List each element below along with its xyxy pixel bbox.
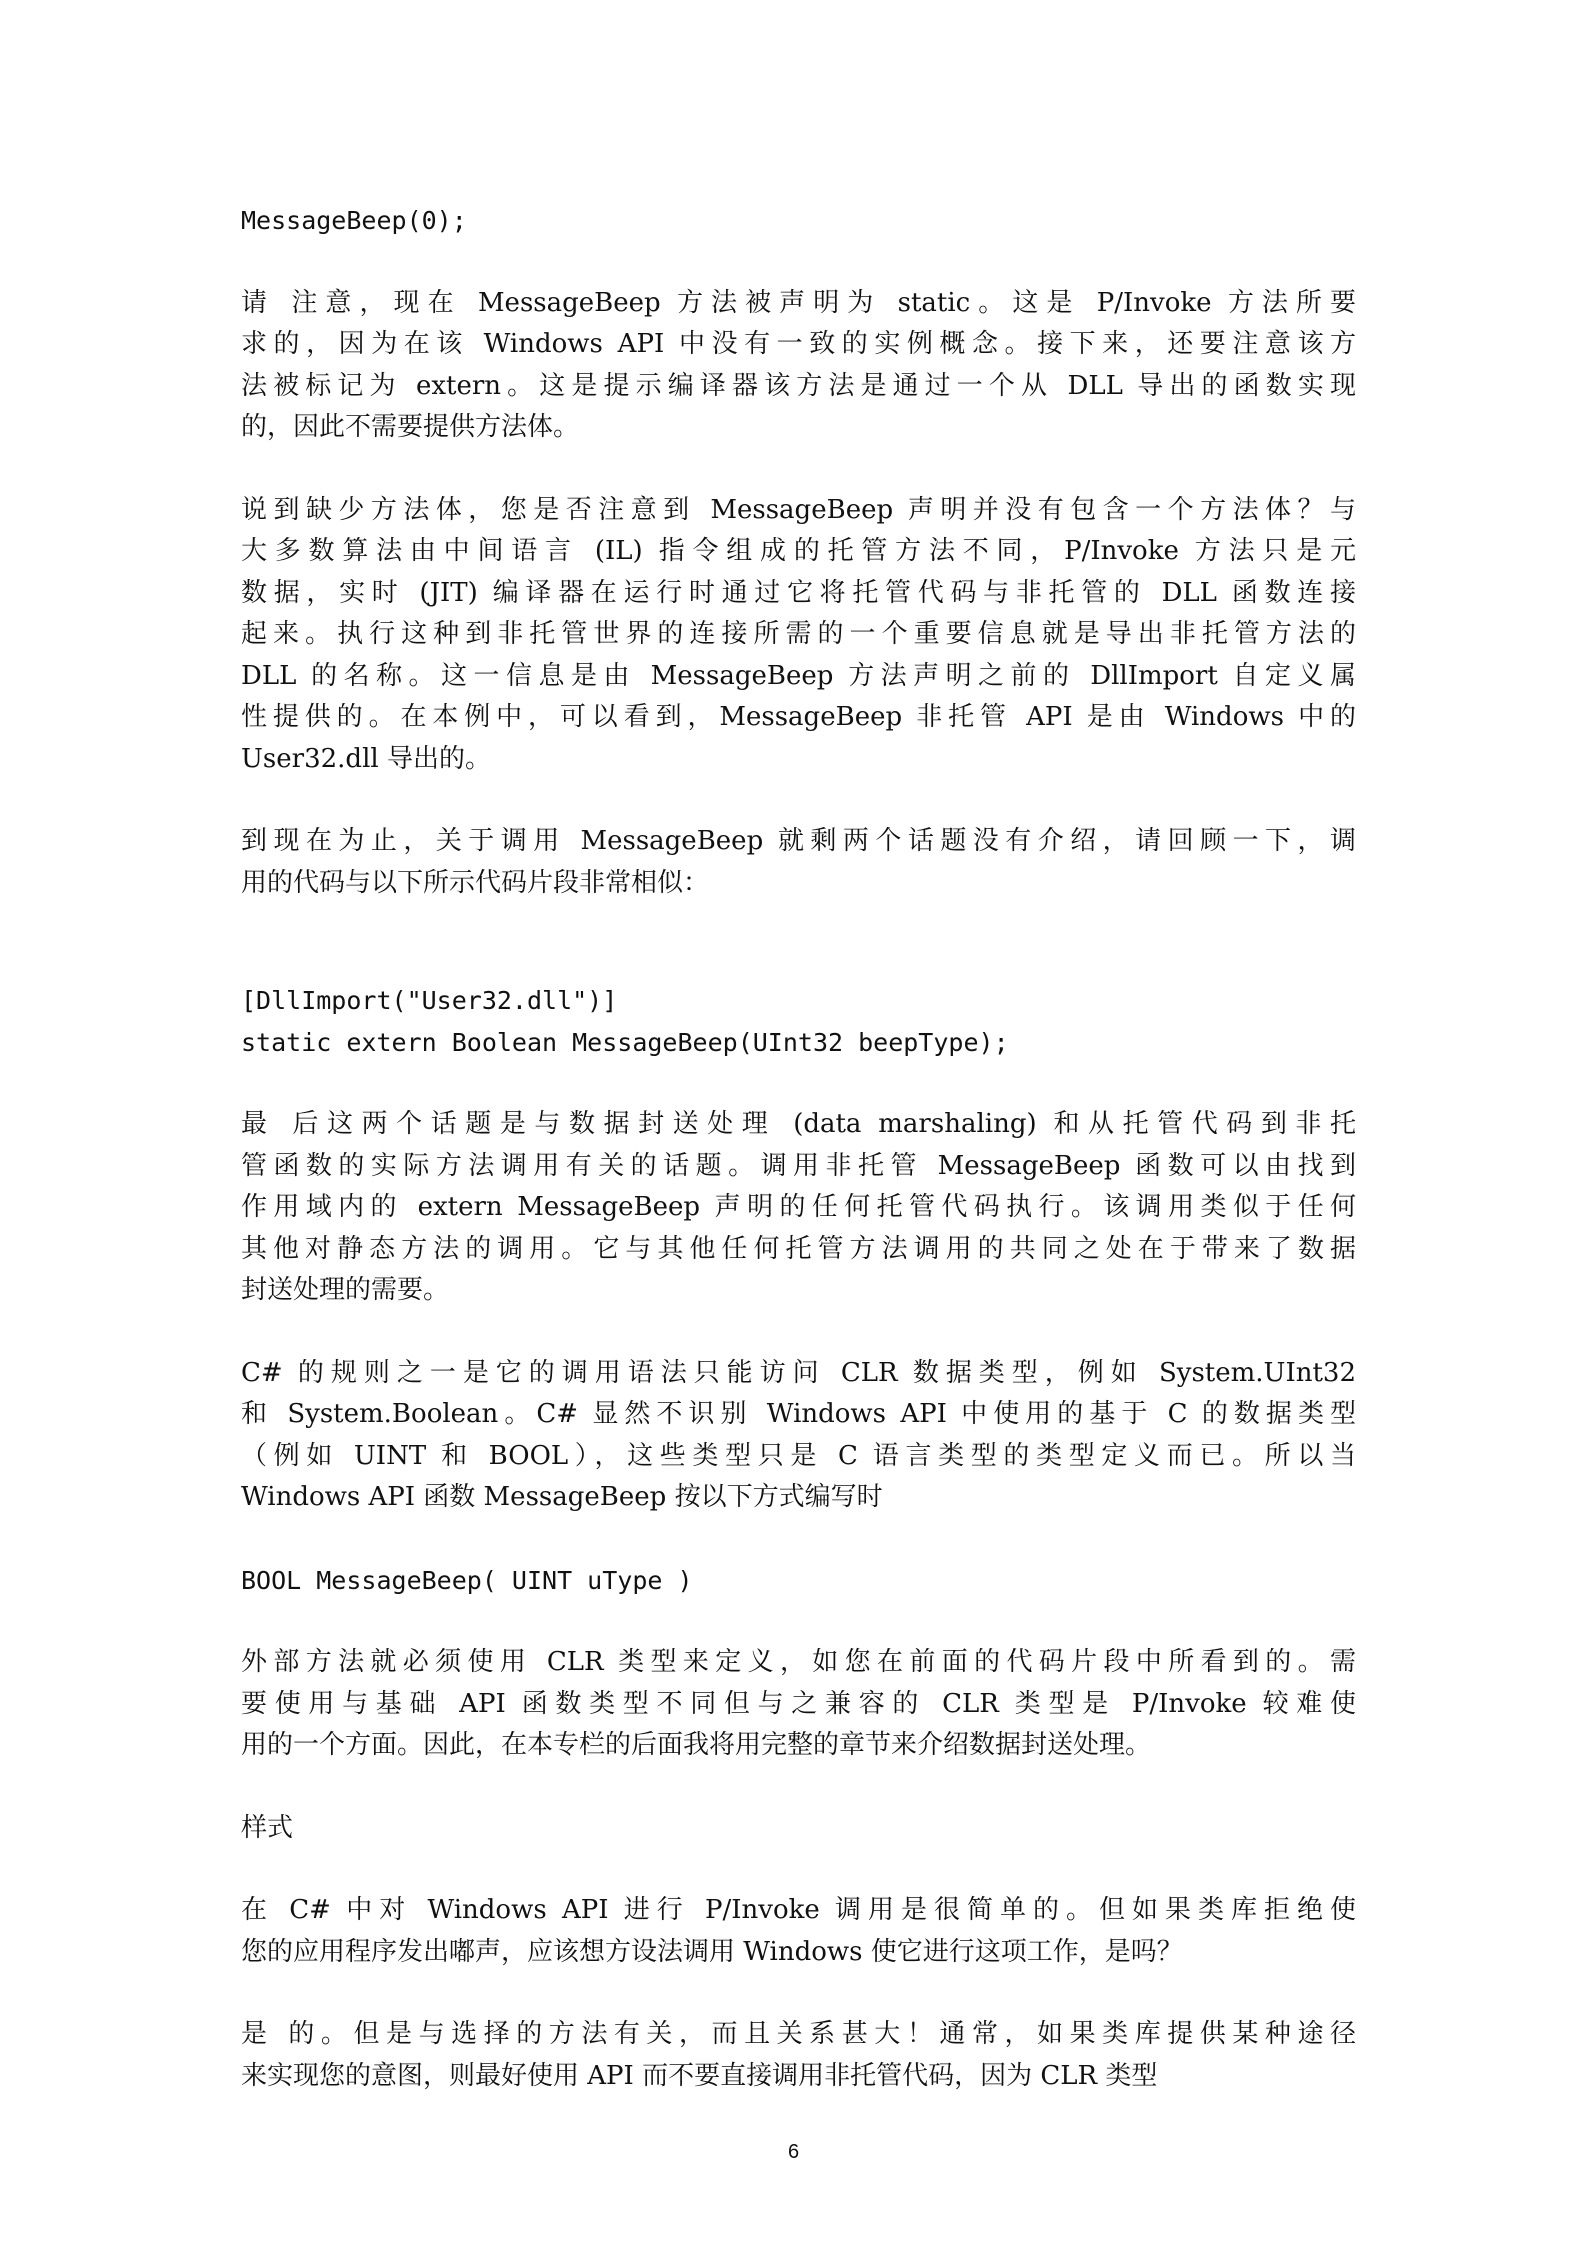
text-line: 外部方法就必须使用 CLR 类型来定义，如您在前面的代码片段中所看到的。需 bbox=[241, 1647, 1356, 1677]
document-body bbox=[241, 200, 1356, 2097]
text-line: 作用域内的 extern MessageBeep 声明的任何托管代码执行。该调用类似于任何 bbox=[241, 1192, 1356, 1222]
paragraph bbox=[241, 490, 1356, 781]
text-line: 的，因此不需要提供方法体。 bbox=[241, 412, 580, 442]
code-snippet bbox=[241, 1560, 1356, 1602]
text-line: 性提供的。在本例中，可以看到，MessageBeep 非托管 API 是由 Windows 中的 bbox=[241, 702, 1356, 732]
text-line: 起来。执行这种到非托管世界的连接所需的一个重要信息就是导出非托管方法的 bbox=[241, 619, 1356, 649]
text-line: 要使用与基础 API 函数类型不同但与之兼容的 CLR 类型是 P/Invoke 较难使 bbox=[241, 1688, 1356, 1719]
text-line: User32.dll 导出的。 bbox=[241, 743, 491, 774]
text-line: （例如 UINT 和 BOOL），这些类型只是 C 语言类型的类型定义而已。所以当 bbox=[241, 1440, 1356, 1471]
code-snippet bbox=[241, 200, 1356, 242]
text-line: 管函数的实际方法调用有关的话题。调用非托管 MessageBeep 函数可以由找到 bbox=[241, 1150, 1356, 1181]
code-line: static extern Boolean MessageBeep(UInt32 beepType); bbox=[241, 1027, 1009, 1057]
text-line: 求的，因为在该 Windows API 中没有一致的实例概念。接下来，还要注意该方 bbox=[241, 329, 1356, 359]
text-line: 大多数算法由中间语言 (IL) 指令组成的托管方法不同，P/Invoke 方法只是元 bbox=[241, 536, 1356, 566]
text-line: 最 后这两个话题是与数据封送处理 (data marshaling) 和从托管代码到非托 bbox=[241, 1109, 1356, 1139]
paragraph bbox=[241, 1890, 1356, 1973]
text-line: 和 System.Boolean。C# 显然不识别 Windows API 中使用的基于 C 的数据类型 bbox=[241, 1399, 1356, 1429]
text-line: 到现在为止，关于调用 MessageBeep 就剩两个话题没有介绍，请回顾一下，调 bbox=[241, 826, 1356, 856]
text-line: 说到缺少方法体，您是否注意到 MessageBeep 声明并没有包含一个方法体？与 bbox=[241, 494, 1356, 525]
text-line: 在 C# 中对 Windows API 进行 P/Invoke 调用是很简单的。但如果类库拒绝使 bbox=[241, 1895, 1356, 1925]
text-line: 封送处理的需要。 bbox=[241, 1275, 450, 1305]
paragraph bbox=[241, 1353, 1356, 1519]
text-line: 请 注意，现在 MessageBeep 方法被声明为 static。这是 P/Invoke 方法所要 bbox=[241, 287, 1356, 318]
text-line: 数据，实时 (JIT) 编译器在运行时通过它将托管代码与非托管的 DLL 函数连接 bbox=[241, 577, 1356, 608]
text-line: 是 的。但是与选择的方法有关，而且关系甚大！通常，如果类库提供某种途径 bbox=[241, 2019, 1356, 2049]
text-line: 您的应用程序发出嘟声，应该想方设法调用 Windows 使它进行这项工作，是吗？ bbox=[241, 1936, 1183, 1967]
paragraph bbox=[241, 1104, 1356, 1312]
paragraph bbox=[241, 2014, 1356, 2097]
code-line: BOOL MessageBeep( UINT uType ) bbox=[241, 1565, 693, 1595]
text-line: 来实现您的意图，则最好使用 API 而不要直接调用非托管代码，因为 CLR 类型 bbox=[241, 2060, 1158, 2091]
paragraph bbox=[241, 821, 1356, 904]
text-line: 用的一个方面。因此，在本专栏的后面我将用完整的章节来介绍数据封送处理。 bbox=[241, 1730, 1152, 1760]
code-line: [DllImport("User32.dll")] bbox=[241, 986, 618, 1015]
paragraph bbox=[241, 283, 1356, 449]
text-line: DLL 的名称。这一信息是由 MessageBeep 方法声明之前的 DllImport 自定义属 bbox=[241, 660, 1356, 691]
code-line: MessageBeep(0); bbox=[241, 206, 467, 235]
text-line: 其他对静态方法的调用。它与其他任何托管方法调用的共同之处在于带来了数据 bbox=[241, 1233, 1356, 1264]
section-heading bbox=[241, 1808, 1356, 1850]
code-snippet bbox=[241, 980, 1356, 1063]
text-line: 样式 bbox=[241, 1812, 294, 1843]
page-number: 6 bbox=[787, 2141, 800, 2163]
text-line: 用的代码与以下所示代码片段非常相似： bbox=[241, 867, 710, 898]
text-line: C# 的规则之一是它的调用语法只能访问 CLR 数据类型，例如 System.UInt32 bbox=[241, 1357, 1356, 1388]
text-line: Windows API 函数 MessageBeep 按以下方式编写时 bbox=[241, 1482, 883, 1512]
paragraph bbox=[241, 1642, 1356, 1767]
text-line: 法被标记为 extern。这是提示编译器该方法是通过一个从 DLL 导出的函数实现 bbox=[241, 370, 1356, 401]
